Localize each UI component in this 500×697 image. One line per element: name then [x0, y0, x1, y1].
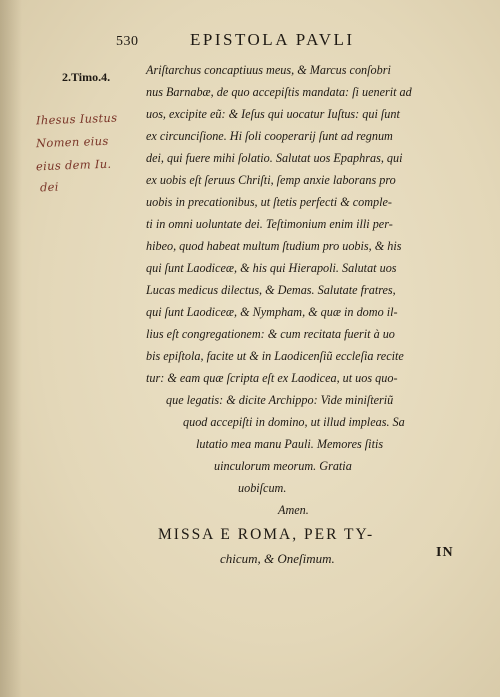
- handwritten-note-line: Nomen eius: [35, 133, 109, 151]
- text-line: uos, excipite eũ: & Ieſus qui uocatur Iuſtus: qui ſunt: [146, 107, 400, 121]
- catchword: IN: [436, 545, 454, 560]
- text-line: tur: & eam quæ ſcripta eſt ex Laodicea, ut uos quo-: [146, 371, 398, 385]
- text-line: uobis in precationibus, ut ſtetis perfecti & comple-: [146, 195, 392, 209]
- text-line: lius eſt congregationem: & cum recitata fuerit à uo: [146, 327, 395, 341]
- text-line: que legatis: & dicite Archippo: Vide miniſteriũ: [166, 393, 394, 407]
- colophon-heading: MISSA E ROMA, PER TY-: [158, 526, 375, 543]
- handwritten-note-line: eius dem Iu.: [35, 156, 112, 174]
- page-number: 530: [116, 34, 139, 49]
- text-line: qui ſunt Laodiceæ, & his qui Hierapoli. Salutat uos: [146, 261, 397, 275]
- text-line: ex uobis eſt ſeruus Chriſti, ſemp anxie laborans pro: [146, 173, 396, 187]
- text-line: lutatio mea manu Pauli. Memores ſitis: [196, 437, 384, 451]
- colophon-subline: chicum, & Oneſimum.: [220, 551, 335, 566]
- text-line: Ariſtarchus concaptiuus meus, & Marcus conſobri: [146, 63, 391, 77]
- text-line: nus Barnabæ, de quo accepiſtis mandata: ſi uenerit ad: [146, 85, 412, 99]
- handwritten-note-line: dei: [39, 179, 59, 195]
- text-line: Amen.: [278, 503, 309, 517]
- text-line: uobiſcum.: [238, 481, 287, 495]
- text-line: quod accepiſti in domino, ut illud impleas. Sa: [183, 415, 405, 429]
- margin-reference: 2.Timo.4.: [62, 70, 111, 84]
- text-line: qui ſunt Laodiceæ, & Nympham, & quæ in domo il-: [146, 305, 398, 319]
- text-line: ex circunciſione. Hi ſoli cooperarij ſunt ad regnum: [146, 129, 393, 143]
- text-line: uinculorum meorum. Gratia: [214, 459, 352, 473]
- text-line: Lucas medicus dilectus, & Demas. Salutate fratres,: [146, 283, 396, 297]
- text-line: dei, qui fuere mihi ſolatio. Salutat uos Epaphras, qui: [146, 151, 403, 165]
- text-line: hibeo, quod habeat multum ſtudium pro uobis, & his: [146, 239, 402, 253]
- text-line: ti in omni uoluntate dei. Teſtimonium enim illi per-: [146, 217, 393, 231]
- running-head: EPISTOLA PAVLI: [190, 30, 355, 49]
- handwritten-note-line: Ihesus Iustus: [35, 110, 118, 128]
- gutter-shadow: [0, 0, 22, 697]
- text-line: bis epiſtola, facite ut & in Laodicenſiũ eccleſia recite: [146, 349, 404, 363]
